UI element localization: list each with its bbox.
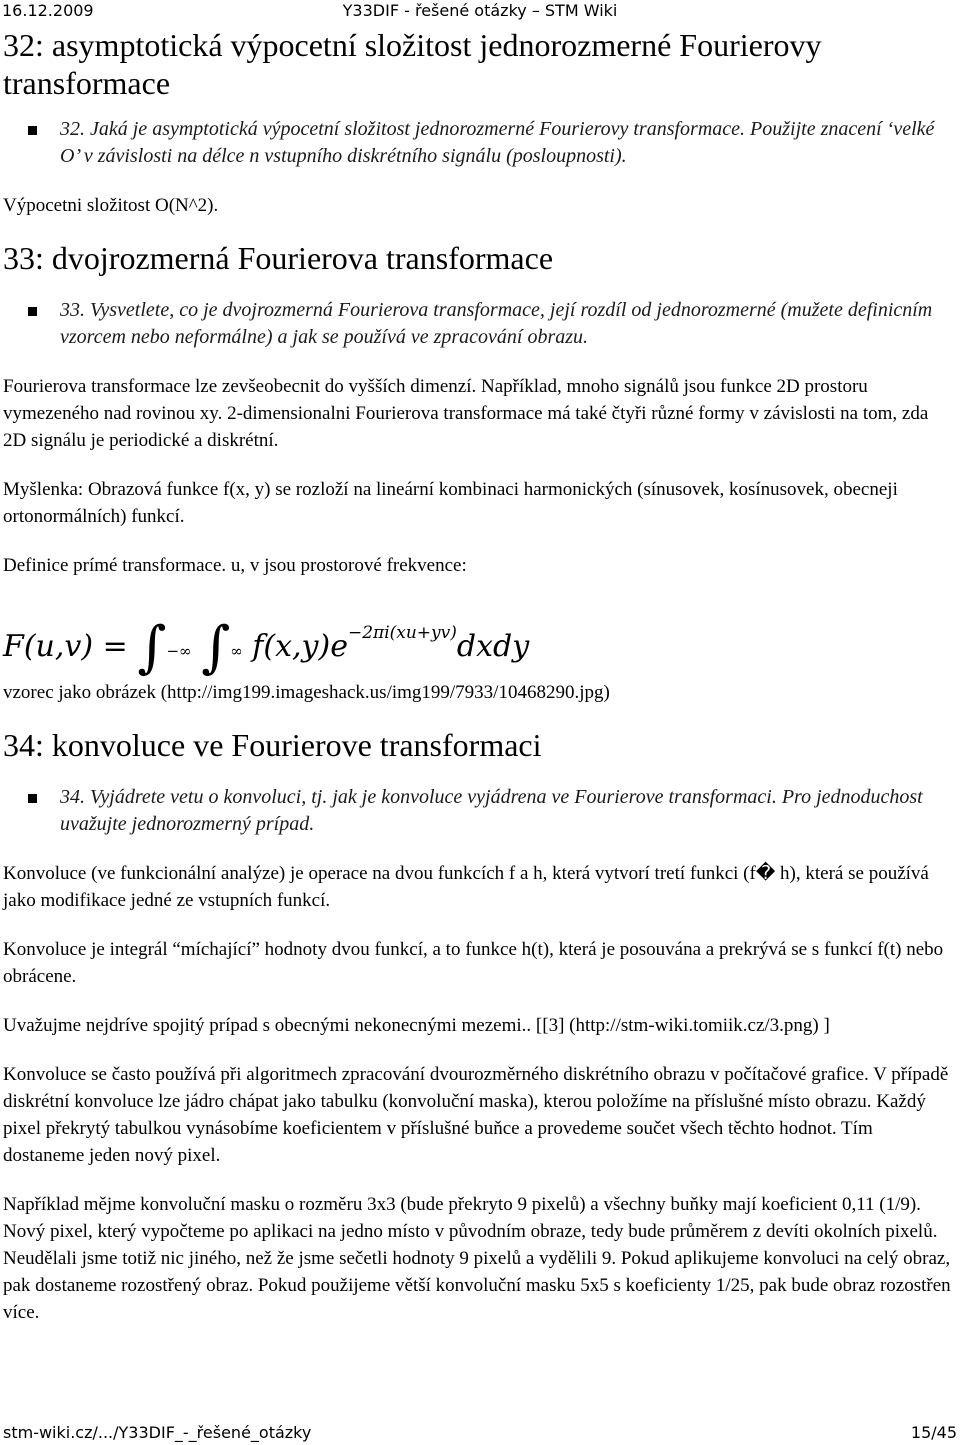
paragraph-34-3: Uvažujme nejdríve spojitý prípad s obecnými nekonecnými mezemi.. [[3] (http://stm-wiki.tomiik.cz/3.png) ] — [3, 1015, 830, 1036]
question-text-33: 33. Vysvetlete, co je dvojrozmerná Fourierova transformace, její rozdíl od jednorozmerné (mužete definicním vzorcem nebo neformálne) a jak se používá ve zpracování obrazu. — [60, 299, 933, 348]
heading-section-32: 32: asymptotická výpocetní složitost jednorozmerné Fourierovy transformace — [3, 27, 822, 101]
print-page-title: Y33DIF - řešené otázky – STM Wiki — [342, 1, 618, 20]
integral-sign-icon: ∫ — [137, 615, 167, 680]
article-content — [3, 24, 955, 1326]
paragraph-34-5: Například mějme konvoluční masku o rozměru 3x3 (bude překryto 9 pixelů) a všechny buňky mají koeficient 0,11 (1/9). Nový pixel, který vypočteme po aplikaci na jedno místo v původním obraze, tedy bude průměrem z devíti okolních pixelů. Neudělali jsme totiž nic jiného, než že jsme sečetli hodnoty 9 pixelů a vydělili 9. Pokud aplikujeme konvoluci na celý obraz, pak dostaneme rozostřený obraz. Pokud použijeme větší konvoluční masku 5x5 s koeficienty 1/25, pak bude obraz rozostřen více. — [3, 1194, 951, 1323]
formula-integrand: f(x,y)e — [252, 629, 348, 664]
question-list-34 — [3, 784, 955, 838]
integral-upper-limit: ∞ — [230, 642, 243, 660]
question-text-32: 32. Jaká je asymptotická výpocetní složitost jednorozmerné Fourierovy transformace. Použijte znacení ‘velké O’ v závislosti na délce n vstupního diskrétního signálu (posloupnosti). — [60, 118, 935, 167]
page-number: 15/45 — [910, 1423, 957, 1442]
print-header — [0, 0, 960, 22]
question-text-34: 34. Vyjádrete vetu o konvoluci, tj. jak je konvoluce vyjádrena ve Fourierove transformaci. Pro jednoduchost uvažujte jednorozmerný prípad. — [60, 786, 923, 835]
question-item-32 — [3, 116, 955, 170]
question-list-33 — [3, 297, 955, 351]
integral-lower-limit: −∞ — [166, 642, 192, 660]
bullet-square-icon — [28, 794, 37, 803]
print-date: 16.12.2009 — [2, 1, 94, 20]
heading-section-33: 33: dvojrozmerná Fourierova transformace — [3, 240, 554, 276]
paragraph-33-4: vzorec jako obrázek (http://img199.imageshack.us/img199/7933/10468290.jpg) — [3, 682, 610, 703]
paragraph-34-4: Konvoluce se často používá při algoritmech zpracování dvourozměrného diskrétního obrazu v počítačové grafice. V případě diskrétní konvoluce lze jádro chápat jako tabulku (konvoluční maska), kterou položíme na příslušné místo obrazu. Každý pixel překrytý tabulkou vynásobíme koeficientem v příslušné buňce a provedeme součet všech těchto hodnot. Tím dostaneme jeden nový pixel. — [3, 1064, 949, 1166]
print-url: stm-wiki.cz/.../Y33DIF_-_řešené_otázky — [3, 1423, 312, 1442]
formula-differential: dxdy — [456, 629, 530, 664]
answer-32: Výpocetni složitost O(N^2). — [3, 195, 219, 216]
fourier-2d-formula — [3, 593, 955, 680]
paragraph-34-1: Konvoluce (ve funkcionální analýze) je operace na dvou funkcích f a h, která vytvorí tretí funkci (f� h), která se používá jako modifikace jedné ze vstupních funkcí. — [3, 863, 929, 911]
bullet-square-icon — [28, 307, 37, 316]
integral-sign-icon: ∫ — [201, 615, 231, 680]
question-item-34 — [3, 784, 955, 838]
question-list-32 — [3, 116, 955, 170]
paragraph-33-2: Myšlenka: Obrazová funkce f(x, y) se rozloží na lineární kombinaci harmonických (sínusovek, kosínusovek, obecneji ortonormálních) funkcí. — [3, 479, 898, 527]
paragraph-33-1: Fourierova transformace lze zevšeobecnit do vyšších dimenzí. Například, mnoho signálů jsou funkce 2D prostoru vymezeného nad rovinou xy. 2-dimensionalni Fourierova transformace má také čtyři různé formy v závislosti na tom, zda 2D signálu je periodické a diskrétní. — [3, 376, 929, 451]
formula-lhs: F(u,v) = — [3, 629, 128, 664]
paragraph-33-3: Definice prímé transformace. u, v jsou prostorové frekvence: — [3, 555, 467, 576]
heading-section-34: 34: konvoluce ve Fourierove transformaci — [3, 727, 542, 763]
bullet-square-icon — [28, 126, 37, 135]
question-item-33 — [3, 297, 955, 351]
paragraph-34-2: Konvoluce je integrál “míchající” hodnoty dvou funkcí, a to funkce h(t), která je posouvána a prekrývá se s funkcí f(t) nebo obrácene. — [3, 939, 944, 987]
formula-exponent: −2πi(xu+yv) — [347, 623, 457, 643]
print-footer — [0, 1422, 960, 1444]
